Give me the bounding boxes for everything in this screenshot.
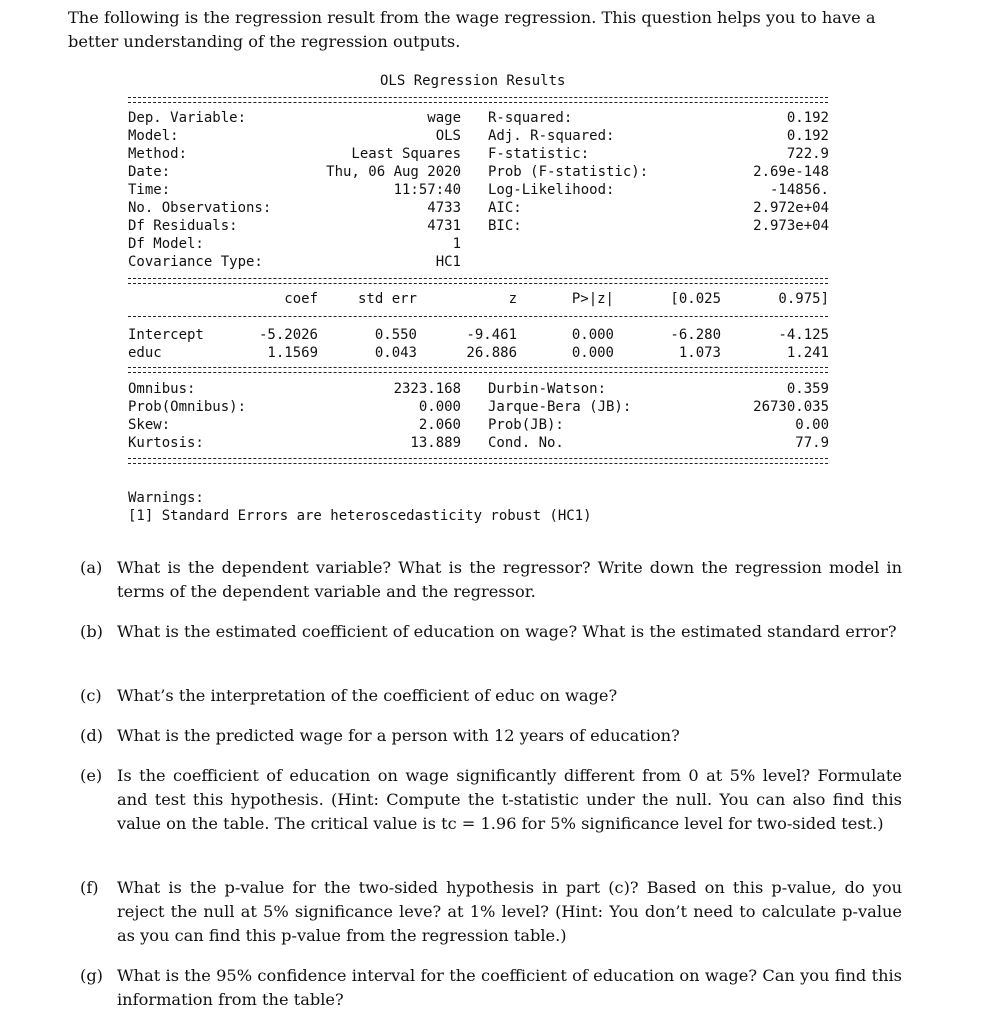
question-b [80,620,902,644]
bic-value: 2.973e+04 [753,218,829,234]
question-label: (a) [80,558,103,577]
question-text: Is the coefficient of education on wage significantly different from 0 at 5% level? Formulate and test this hypothesis. (Hint: Compute the t-statistic under the null. You can also find this value on the table. The critical value is tc = 1.96 for 5% significance level for two-sided test.) [117,766,902,833]
ci-lower-value: -6.280 [670,327,721,343]
prob-jb-label: Prob(JB): [488,417,564,433]
single-rule [128,316,828,317]
df-residuals-value: 4731 [427,218,461,234]
question-text: What is the predicted wage for a person with 12 years of education? [117,726,680,745]
question-label: (d) [80,726,103,745]
r-squared-value: 0.192 [786,110,829,126]
log-likelihood-label: Log-Likelihood: [488,182,615,198]
question-e [80,764,902,836]
kurtosis-value: 13.889 [410,435,461,451]
z-value: -9.461 [466,327,517,343]
method-label: Method: [128,146,188,162]
df-residuals-label: Df Residuals: [128,218,238,234]
time-value: 11:57:40 [393,182,461,198]
prob-omnibus-value: 0.000 [418,399,461,415]
z-value: 26.886 [466,345,517,361]
question-text: What’s the interpretation of the coefficient of educ on wage? [117,686,618,705]
row-name: Intercept [128,327,204,343]
prob-f-statistic-value: 2.69e-148 [753,164,829,180]
covariance-type-value: HC1 [435,254,461,270]
date-label: Date: [128,164,171,180]
df-model-label: Df Model: [128,236,204,252]
question-label: (g) [80,966,103,985]
ci-upper-value: -4.125 [778,327,829,343]
question-g [80,964,902,1012]
durbin-watson-label: Durbin-Watson: [488,381,607,397]
p-value-header: P>|z| [571,291,614,307]
std-err-header: std err [357,291,417,307]
time-label: Time: [128,182,171,198]
cond-no-label: Cond. No. [488,435,564,451]
adj-r-squared-label: Adj. R-squared: [488,128,615,144]
omnibus-label: Omnibus: [128,381,196,397]
prob-omnibus-label: Prob(Omnibus): [128,399,247,415]
jarque-bera-value: 26730.035 [753,399,829,415]
log-likelihood-value: -14856. [769,182,829,198]
question-label: (b) [80,622,103,641]
adj-r-squared-value: 0.192 [786,128,829,144]
question-label: (c) [80,686,102,705]
warnings-title: Warnings: [128,490,204,506]
aic-label: AIC: [488,200,522,216]
cond-no-value: 77.9 [795,435,829,451]
double-rule [128,458,828,464]
aic-value: 2.972e+04 [753,200,829,216]
f-statistic-value: 722.9 [786,146,829,162]
intro-paragraph: The following is the regression result from the wage regression. This question helps you to have a better understanding of the regression outputs. [68,8,876,51]
date-value: Thu, 06 Aug 2020 [326,164,461,180]
model-value: OLS [435,128,461,144]
coef-value: -5.2026 [258,327,318,343]
question-c [80,684,902,708]
ci-lower-header: [0.025 [670,291,721,307]
jarque-bera-label: Jarque-Bera (JB): [488,399,632,415]
coef-header: coef [284,291,318,307]
question-f [80,876,902,948]
dep-variable-label: Dep. Variable: [128,110,247,126]
question-a [80,556,902,604]
method-value: Least Squares [351,146,461,162]
skew-value: 2.060 [418,417,461,433]
ci-upper-value: 1.241 [786,345,829,361]
double-rule [128,278,828,284]
durbin-watson-value: 0.359 [786,381,829,397]
r-squared-label: R-squared: [488,110,573,126]
df-model-value: 1 [452,236,461,252]
std-err-value: 0.043 [374,345,417,361]
std-err-value: 0.550 [374,327,417,343]
observations-label: No. Observations: [128,200,272,216]
model-label: Model: [128,128,179,144]
prob-f-statistic-label: Prob (F-statistic): [488,164,649,180]
question-text: What is the dependent variable? What is the regressor? Write down the regression model in terms of the dependent variable and the regressor. [117,558,902,601]
p-value: 0.000 [571,345,614,361]
bic-label: BIC: [488,218,522,234]
prob-jb-value: 0.00 [795,417,829,433]
omnibus-value: 2323.168 [393,381,461,397]
warning-text: [1] Standard Errors are heteroscedasticity robust (HC1) [128,508,592,524]
question-text: What is the p-value for the two-sided hypothesis in part (c)? Based on this p-value, do you reject the null at 5% significance leve? at 1% level? (Hint: You don’t need to calculate p-value as you can find this p-value from the regression table.) [117,878,902,945]
question-text: What is the 95% confidence interval for the coefficient of education on wage? Can you find this information from the table? [117,966,902,1009]
f-statistic-label: F-statistic: [488,146,590,162]
ci-lower-value: 1.073 [678,345,721,361]
dep-variable-value: wage [427,110,461,126]
covariance-type-label: Covariance Type: [128,254,263,270]
question-text: What is the estimated coefficient of education on wage? What is the estimated standard error? [117,622,897,641]
row-name: educ [128,345,162,361]
double-rule [128,367,828,373]
kurtosis-label: Kurtosis: [128,435,204,451]
observations-value: 4733 [427,200,461,216]
table-title: OLS Regression Results [380,73,566,89]
p-value: 0.000 [571,327,614,343]
question-d [80,724,902,748]
double-rule [128,97,828,103]
question-label: (e) [80,766,103,785]
coef-value: 1.1569 [267,345,318,361]
question-label: (f) [80,878,99,897]
z-header: z [508,291,517,307]
ci-upper-header: 0.975] [778,291,829,307]
skew-label: Skew: [128,417,171,433]
